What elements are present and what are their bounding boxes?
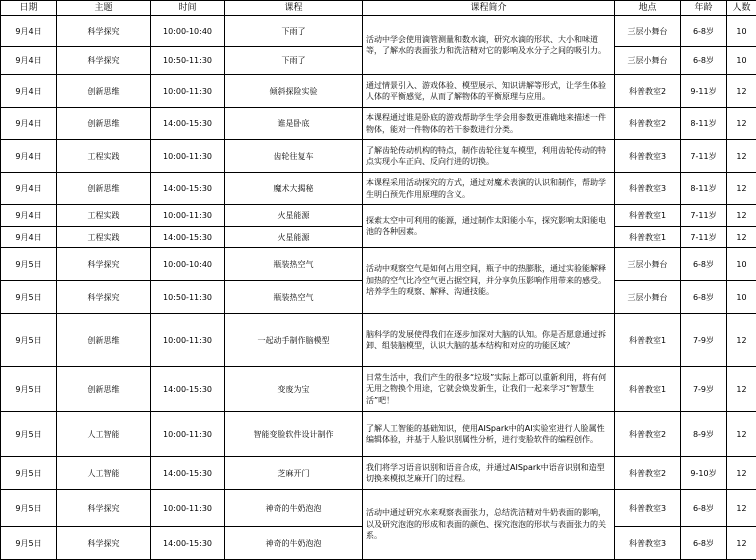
- header-place: 地点: [615, 1, 681, 16]
- cell-count: 12: [727, 75, 756, 108]
- cell-age: 7-9岁: [681, 367, 727, 412]
- table-row: [1, 173, 756, 205]
- header-description: 课程简介: [363, 1, 615, 16]
- cell-count: 12: [727, 227, 756, 248]
- cell-date: 9月5日: [1, 314, 57, 367]
- cell-description: 我们将学习语音识别和语音合成，并通过AISpark中语音识别和造型切换来模拟芝麻开门的过程。: [363, 457, 615, 490]
- cell-place: 科普教室3: [615, 490, 681, 527]
- cell-place: 三层小舞台: [615, 47, 681, 75]
- cell-theme: 创新思维: [57, 108, 151, 140]
- table-row: [1, 140, 756, 173]
- header-date: 日期: [1, 1, 57, 16]
- cell-count: 12: [727, 205, 756, 227]
- cell-count: 12: [727, 527, 756, 560]
- cell-count: 10: [727, 47, 756, 75]
- header-time: 时间: [151, 1, 225, 16]
- cell-place: 科普教室3: [615, 140, 681, 173]
- cell-date: 9月4日: [1, 75, 57, 108]
- cell-description: 活动中观察空气是如何占用空间，瓶子中的热膨胀，通过实验能解释加热的空气比冷空气更占据空间，并分享负压影响作用带来的感受。培养学生的观察、解释、沟通技能。: [363, 248, 615, 314]
- cell-course: 一起动手制作脑模型: [225, 314, 363, 367]
- cell-count: 12: [727, 367, 756, 412]
- cell-count: 12: [727, 490, 756, 527]
- cell-place: 科普教室2: [615, 412, 681, 457]
- table-row: [1, 367, 756, 412]
- cell-theme: 科学探究: [57, 47, 151, 75]
- cell-count: 12: [727, 412, 756, 457]
- cell-description: 了解齿轮传动机构的特点，制作齿轮往复车模型，利用齿轮传动的特点实现小车正向、反向行进的切换。: [363, 140, 615, 173]
- header-age: 年龄: [681, 1, 727, 16]
- cell-date: 9月5日: [1, 457, 57, 490]
- cell-course: 谁是卧底: [225, 108, 363, 140]
- cell-time: 10:00-11:30: [151, 490, 225, 527]
- cell-date: 9月4日: [1, 205, 57, 227]
- cell-description: 活动中学会使用滴管测量和数水滴，研究水滴的形状、大小和味道等，了解水的表面张力和洗洁精对它的影响及水分子之间的吸引力。: [363, 16, 615, 75]
- cell-description: 通过情景引入、游戏体验、模型展示、知识讲解等形式，让学生体验人体的平衡感觉，从而了解物体的平衡原理与应用。: [363, 75, 615, 108]
- cell-place: 科普教室3: [615, 173, 681, 205]
- table-row: [1, 108, 756, 140]
- cell-course: 魔术大揭秘: [225, 173, 363, 205]
- cell-date: 9月4日: [1, 173, 57, 205]
- cell-description: 日常生活中，我们产生的很多“垃圾”实际上都可以重新利用，将有何无用之物换个用途，它就会焕发新生，让我们一起来学习“智慧生活”吧！: [363, 367, 615, 412]
- cell-date: 9月5日: [1, 490, 57, 527]
- cell-course: 下雨了: [225, 47, 363, 75]
- cell-course: 火星能源: [225, 205, 363, 227]
- cell-theme: 科学探究: [57, 248, 151, 281]
- table-row: [1, 75, 756, 108]
- cell-time: 14:00-15:30: [151, 457, 225, 490]
- cell-age: 7-11岁: [681, 140, 727, 173]
- table-row: [1, 205, 756, 227]
- cell-age: 6-8岁: [681, 16, 727, 47]
- cell-time: 14:00-15:30: [151, 173, 225, 205]
- cell-theme: 创新思维: [57, 314, 151, 367]
- cell-theme: 科学探究: [57, 281, 151, 314]
- cell-theme: 创新思维: [57, 367, 151, 412]
- cell-description: 本课程通过谁是卧底的游戏帮助学生学会用参数更准确地来描述一件物体，能对一件物体的若干参数进行分类。: [363, 108, 615, 140]
- cell-time: 14:00-15:30: [151, 108, 225, 140]
- cell-description: 活动中通过研究水来观察表面张力，总结洗洁精对牛奶表面的影响，以及研究泡泡的形成和表面的颜色、探究泡泡的形状与表面张力的关系。: [363, 490, 615, 560]
- cell-age: 7-9岁: [681, 314, 727, 367]
- cell-count: 10: [727, 281, 756, 314]
- cell-theme: 工程实践: [57, 205, 151, 227]
- cell-place: 科普教室1: [615, 314, 681, 367]
- cell-place: 三层小舞台: [615, 248, 681, 281]
- cell-count: 12: [727, 457, 756, 490]
- header-row: [1, 1, 756, 16]
- cell-time: 10:50-11:30: [151, 281, 225, 314]
- cell-date: 9月4日: [1, 108, 57, 140]
- cell-date: 9月4日: [1, 140, 57, 173]
- cell-age: 6-8岁: [681, 248, 727, 281]
- cell-time: 10:00-11:30: [151, 75, 225, 108]
- cell-course: 倾斜探险实验: [225, 75, 363, 108]
- cell-age: 6-8岁: [681, 281, 727, 314]
- cell-date: 9月5日: [1, 527, 57, 560]
- cell-course: 瓶装热空气: [225, 248, 363, 281]
- cell-course: 神奇的牛奶泡泡: [225, 527, 363, 560]
- cell-time: 10:00-10:40: [151, 16, 225, 47]
- cell-date: 9月4日: [1, 16, 57, 47]
- cell-theme: 工程实践: [57, 227, 151, 248]
- table-row: [1, 412, 756, 457]
- cell-place: 科普教室2: [615, 75, 681, 108]
- cell-course: 齿轮往复车: [225, 140, 363, 173]
- cell-theme: 人工智能: [57, 457, 151, 490]
- cell-count: 10: [727, 248, 756, 281]
- cell-time: 10:00-11:30: [151, 412, 225, 457]
- cell-age: 9-10岁: [681, 457, 727, 490]
- cell-date: 9月4日: [1, 227, 57, 248]
- header-course: 课程: [225, 1, 363, 16]
- cell-age: 8-11岁: [681, 173, 727, 205]
- cell-course: 智能变脸软件设计制作: [225, 412, 363, 457]
- cell-time: 10:00-10:40: [151, 248, 225, 281]
- cell-count: 10: [727, 16, 756, 47]
- cell-course: 变废为宝: [225, 367, 363, 412]
- cell-age: 7-11岁: [681, 205, 727, 227]
- table-row: [1, 314, 756, 367]
- cell-course: 下雨了: [225, 16, 363, 47]
- cell-time: 14:00-15:30: [151, 367, 225, 412]
- cell-date: 9月5日: [1, 281, 57, 314]
- cell-date: 9月5日: [1, 367, 57, 412]
- cell-place: 三层小舞台: [615, 281, 681, 314]
- cell-theme: 创新思维: [57, 173, 151, 205]
- cell-age: 8-9岁: [681, 412, 727, 457]
- cell-course: 芝麻开门: [225, 457, 363, 490]
- cell-theme: 科学探究: [57, 490, 151, 527]
- cell-age: 7-11岁: [681, 227, 727, 248]
- table-row: [1, 490, 756, 527]
- cell-count: 12: [727, 108, 756, 140]
- cell-course: 火星能源: [225, 227, 363, 248]
- cell-place: 科普教室2: [615, 457, 681, 490]
- cell-time: 14:00-15:30: [151, 227, 225, 248]
- cell-theme: 科学探究: [57, 16, 151, 47]
- cell-date: 9月5日: [1, 248, 57, 281]
- cell-description: 脑科学的发展使得我们在逐步加深对大脑的认知。你是否愿意通过拆卸、组装脑模型，认识大脑的基本结构和对应的功能区域？: [363, 314, 615, 367]
- cell-course: 神奇的牛奶泡泡: [225, 490, 363, 527]
- cell-place: 科普教室1: [615, 205, 681, 227]
- cell-theme: 人工智能: [57, 412, 151, 457]
- cell-count: 12: [727, 140, 756, 173]
- cell-theme: 工程实践: [57, 140, 151, 173]
- cell-time: 14:00-15:30: [151, 527, 225, 560]
- cell-place: 科普教室1: [615, 227, 681, 248]
- cell-age: 9-11岁: [681, 75, 727, 108]
- cell-place: 科普教室3: [615, 527, 681, 560]
- header-count: 人数: [727, 1, 756, 16]
- cell-time: 10:00-11:30: [151, 205, 225, 227]
- table-row: [1, 16, 756, 47]
- cell-count: 12: [727, 173, 756, 205]
- table-row: [1, 457, 756, 490]
- cell-time: 10:00-11:30: [151, 314, 225, 367]
- cell-count: 12: [727, 314, 756, 367]
- cell-time: 10:00-11:30: [151, 140, 225, 173]
- cell-age: 6-8岁: [681, 490, 727, 527]
- cell-theme: 创新思维: [57, 75, 151, 108]
- cell-place: 科普教室2: [615, 108, 681, 140]
- header-theme: 主题: [57, 1, 151, 16]
- cell-description: 本课程采用活动探究的方式，通过对魔术表演的认识和制作，帮助学生明白预先作用原理的含义。: [363, 173, 615, 205]
- cell-place: 科普教室1: [615, 367, 681, 412]
- cell-description: 了解人工智能的基础知识，使用AISpark中的AI实验室进行人脸属性编辑体验，并基于人脸识别属性分析，进行变脸软件的编程创作。: [363, 412, 615, 457]
- cell-description: 探索太空中可利用的能源，通过制作太阳能小车，探究影响太阳能电池的各种因素。: [363, 205, 615, 248]
- cell-age: 6-8岁: [681, 527, 727, 560]
- cell-course: 瓶装热空气: [225, 281, 363, 314]
- cell-age: 6-8岁: [681, 47, 727, 75]
- table-row: [1, 248, 756, 281]
- cell-date: 9月5日: [1, 412, 57, 457]
- cell-age: 8-11岁: [681, 108, 727, 140]
- cell-date: 9月4日: [1, 47, 57, 75]
- cell-theme: 科学探究: [57, 527, 151, 560]
- cell-time: 10:50-11:30: [151, 47, 225, 75]
- cell-place: 三层小舞台: [615, 16, 681, 47]
